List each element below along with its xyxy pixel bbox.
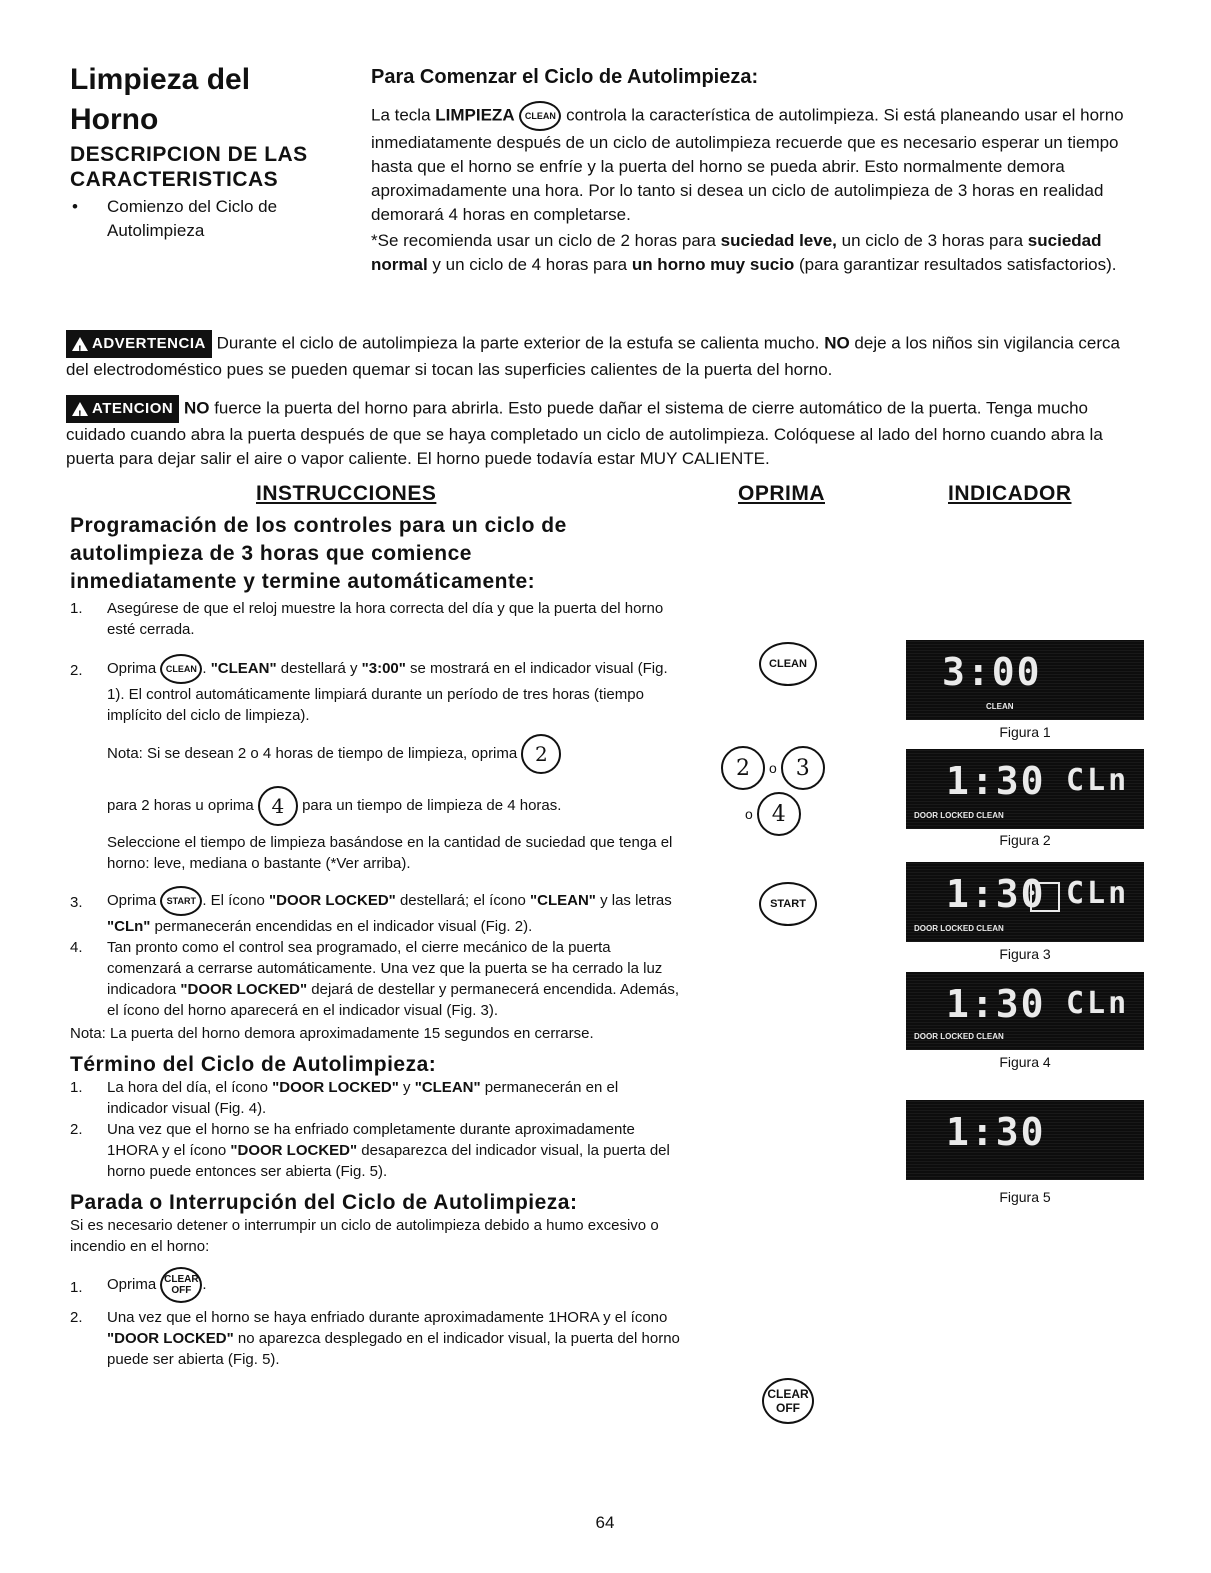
bold-text: "3:00" [361,659,406,677]
text: se mostrará en el indicador visual (Fig. 1). El control automáticamente limpiará durante un período de tres horas (tiempo implícito del ciclo de limpieza). [107,659,668,724]
figure-label: Figura 4 [999,1054,1051,1070]
bold-text: "DOOR LOCKED" [230,1142,358,1159]
start-key-icon: START [160,886,202,916]
termino-steps [70,1077,680,1182]
oprima-hours [721,746,825,790]
step-text: Asegúrese de que el reloj muestre la hora correcta del día y que la puerta del horno esté cerrada. [107,600,664,638]
programming-steps [70,598,680,1021]
step-number: 2. [70,1121,83,1138]
display-figura-4 [906,972,1144,1050]
text: . [202,659,211,677]
note-select [70,832,680,874]
text: no aparezca desplegado en el indicador visual, la puerta del horno puede ser abierta (Fig. 5). [107,1330,680,1368]
key-4-icon: 4 [258,786,298,826]
display-time: 3:00 [942,650,1042,694]
or-text: o [769,760,777,776]
text: . El ícono [202,891,270,909]
display-figura-1 [906,640,1144,720]
or-text: o [745,806,753,822]
termino-heading: Término del Ciclo de Autolimpieza: [70,1053,437,1076]
text: para 2 horas u oprima [107,796,258,814]
column-header-instrucciones: INSTRUCCIONES [256,482,437,505]
step-number: 3. [70,894,83,911]
bold-text: "DOOR LOCKED" [107,1330,234,1347]
oprima-clear-off [762,1378,814,1424]
step-number: 2. [70,1309,83,1326]
start-heading: Para Comenzar el Ciclo de Autolimpieza: [371,66,759,88]
termino-step-2 [70,1119,680,1182]
text: La tecla [371,105,436,125]
bullet: • [72,197,78,216]
step-3 [70,886,680,937]
page-number: 64 [595,1513,615,1532]
parada-step-2 [70,1307,680,1370]
text: desaparezca del indicador visual, la puerta del horno puede entonces ser abierta (Fig. 5). [107,1142,670,1180]
figure-label: Figura 1 [999,724,1051,740]
feature-line1: Comienzo del Ciclo de [107,197,278,216]
features-heading-line1: DESCRIPCION DE LAS [70,143,308,166]
start-section [371,66,1146,277]
text: y un ciclo de 4 horas para [427,255,632,274]
bold-text: NO [183,398,210,418]
bold-text: "CLEAN" [414,1079,481,1096]
note-door-closing: Nota: La puerta del horno demora aproximadamente 15 segundos en cerrarse. [70,1025,594,1042]
display-time: 1:30 [946,759,1046,803]
text: destellará y [276,659,362,677]
display-icons: DOOR LOCKED CLEAN [914,1032,1004,1041]
termino-step-1 [70,1077,680,1119]
step-number: 1. [70,1279,83,1296]
oprima-clean [759,642,817,686]
title-block [70,60,360,243]
text: . [202,1275,207,1293]
start-paragraph-2 [371,229,1146,277]
bold-text: "CLn" [107,918,151,935]
oprima-four [745,792,801,836]
key-2-icon: 2 [721,746,765,790]
bold-text: "DOOR LOCKED" [272,1079,399,1096]
page-title-line1: Limpieza del [70,63,251,96]
off-label: OFF [171,1285,192,1296]
text: para un tiempo de limpieza de 4 horas. [297,796,562,814]
start-paragraph-1 [371,101,1146,227]
text: Tan pronto como el control sea programado, el cierre mecánico de la puerta comenzará a cerrarse automáticamente. Una vez que la puerta se ha cerrado la luz indicadora [107,939,663,998]
key-3-icon: 3 [781,746,825,790]
text: La hora del día, el ícono [107,1079,273,1096]
step-4 [70,937,680,1021]
atencion-warning [66,395,1146,471]
advertencia-label: ADVERTENCIA [92,335,206,352]
step-1 [70,598,680,640]
text: permanecerán encendidas en el indicador visual (Fig. 2). [150,918,533,935]
parada-steps [70,1267,680,1370]
bold-text: "CLEAN" [530,891,596,909]
off-label: OFF [776,1401,800,1415]
oven-icon [1030,882,1060,912]
bold-text: "DOOR LOCKED" [180,981,308,998]
feature-line2: Autolimpieza [107,221,205,240]
programming-heading-line1: Programación de los controles para un ciclo de [70,514,567,537]
programming-heading-line3: inmediatamente y termine automáticamente: [70,570,536,593]
text: Oprima [107,659,161,677]
bold-text: "CLEAN" [210,659,277,677]
display-figura-3 [906,862,1144,942]
text: permanecerán en el indicador visual (Fig. 4). [107,1079,619,1117]
display-icons: CLEAN [986,702,1014,711]
display-time: 1:30 [946,1110,1046,1154]
warning-triangle-icon [72,337,88,351]
atencion-label: ATENCION [92,400,174,417]
atencion-badge [66,395,179,423]
start-key-icon: START [759,882,817,926]
text: Seleccione el tiempo de limpieza basándose en la cantidad de suciedad que tenga el horno: leve, mediana o bastante (*Ver arriba). [107,834,673,872]
display-time: 1:30 [946,982,1046,1026]
feature-item [70,195,360,243]
text: un ciclo de 3 horas para [836,231,1028,250]
features-heading-line2: CARACTERISTICAS [70,168,279,191]
parada-intro: Si es necesario detener o interrumpir un ciclo de autolimpieza debido a humo excesivo o incendio en el horno: [70,1217,659,1255]
clear-off-key-icon [160,1267,202,1303]
text: controla la característica de autolimpieza. Si está planeando usar el horno inmediatamente después de un ciclo de autolimpieza recuerde que es necesario esperar un tiempo hasta que el horno se enfríe y la puerta del horno se pueda abrir. Esto normalmente demora aproximadamente una hora. Por lo tanto si desea un ciclo de autolimpieza de 3 horas en realidad demorará 4 horas en completarse. [371,105,1124,224]
clean-key-icon: CLEAN [160,654,202,684]
bold-text: suciedad normal [371,231,1102,274]
clear-off-key-icon [762,1378,814,1424]
text: destellará; el ícono [395,891,531,909]
clear-label: CLEAR [767,1387,809,1401]
note-hours [70,734,680,826]
step-2 [70,654,680,726]
bold-text: suciedad leve, [720,231,837,250]
programming-section [70,512,680,1370]
display-figura-2 [906,749,1144,829]
key-4-icon: 4 [757,792,801,836]
clear-label: CLEAR [164,1274,199,1285]
figure-label: Figura 5 [999,1189,1051,1205]
parada-step-1 [70,1267,680,1303]
display-cln: CLn [1066,986,1130,1021]
display-cln: CLn [1066,876,1130,911]
text: Una vez que el horno se haya enfriado durante aproximadamente 1HORA y el ícono [107,1309,668,1326]
figure-label: Figura 3 [999,946,1051,962]
text: Oprima [107,1275,161,1293]
clean-key-icon: CLEAN [759,642,817,686]
column-header-indicador: INDICADOR [948,482,1072,505]
text: *Se recomienda usar un ciclo de 2 horas para [371,231,721,250]
advertencia-warning [66,330,1146,382]
display-cln: CLn [1066,763,1130,798]
text: Nota: Si se desean 2 o 4 horas de tiempo de limpieza, oprima [107,744,522,762]
clean-key-icon: CLEAN [519,101,561,131]
programming-heading-line2: autolimpieza de 3 horas que comience [70,542,472,565]
text: fuerce la puerta del horno para abrirla. Esto puede dañar el sistema de cierre automático de la puerta. Tenga mucho cuidado cuando abra la puerta después de que se haya completado un ciclo de autolimpieza. Colóquese al lado del horno cuando abra la puerta para dejar salir el aire o vapor caliente. El horno puede todavía estar MUY CALIENTE. [66,398,1103,468]
display-time: 1:30 [946,872,1046,916]
key-2-icon: 2 [521,734,561,774]
text: Durante el ciclo de autolimpieza la parte exterior de la estufa se calienta mucho. [211,333,825,353]
bold-text: "DOOR LOCKED" [269,891,396,909]
text: dejará de destellar y permanecerá encendida. Además, el ícono del horno aparecerá en el indicador visual (Fig. 3). [107,981,680,1019]
parada-heading: Parada o Interrupción del Ciclo de Autolimpieza: [70,1191,578,1214]
page-title-line2: Horno [70,103,159,136]
advertencia-badge [66,330,212,358]
figure-label: Figura 2 [999,832,1051,848]
bold-text: NO [824,333,850,353]
step-number: 2. [70,662,83,679]
text: y [398,1079,415,1096]
text: Una vez que el horno se ha enfriado completamente durante aproximadamente 1HORA y el ícono [107,1121,635,1159]
display-icons: DOOR LOCKED CLEAN [914,924,1004,933]
oprima-start [759,882,817,926]
text: deje a los niños sin vigilancia cerca del electrodoméstico pues se pueden quemar si tocan las superficies calientes de la puerta del horno. [66,333,1120,379]
step-number: 1. [70,600,83,617]
step-number: 4. [70,939,83,956]
warning-triangle-icon [72,402,88,416]
text: y las letras [595,891,672,909]
column-header-oprima: OPRIMA [738,482,825,505]
display-figura-5 [906,1100,1144,1180]
display-icons: DOOR LOCKED CLEAN [914,811,1004,820]
text: (para garantizar resultados satisfactorios). [794,255,1117,274]
bold-text: un horno muy sucio [631,255,795,274]
limpieza-bold: LIMPIEZA [435,105,515,125]
text: Oprima [107,891,161,909]
step-number: 1. [70,1079,83,1096]
